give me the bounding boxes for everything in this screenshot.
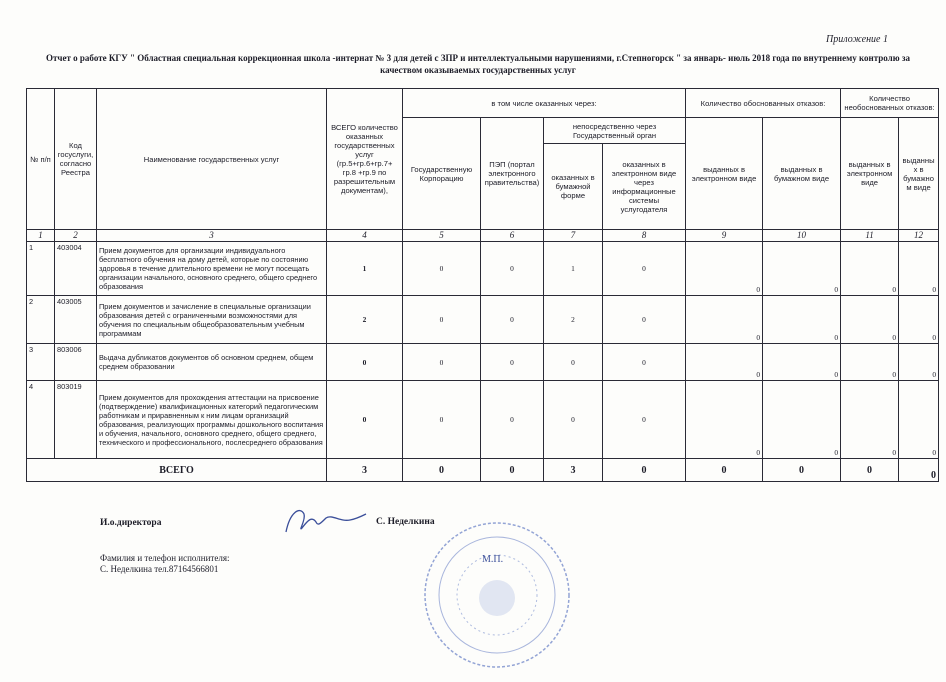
row-pep: 0 [481,296,544,344]
row-j-elec: 0 [686,344,763,381]
header-pep: ПЭП (портал электронного правительства) [481,118,544,230]
column-numbers-row [27,230,939,242]
row-total: 1 [327,242,403,296]
header-j-elec: выданных в электронном виде [686,118,763,230]
col-number: 11 [841,230,899,242]
col-number: 9 [686,230,763,242]
col-number: 3 [97,230,327,242]
table-row [27,381,939,459]
row-index: 2 [27,296,55,344]
row-pep: 0 [481,242,544,296]
stamp-emblem [479,580,515,616]
header-j-paper: выданных в бумажном виде [763,118,841,230]
col-number: 10 [763,230,841,242]
col-number: 7 [544,230,603,242]
row-u-paper: 0 [899,242,939,296]
row-corp: 0 [403,381,481,459]
header-unjustified: Количество необоснованных отказов: [841,89,939,118]
row-u-paper: 0 [899,296,939,344]
header-paper: оказанных в бумажной форме [544,144,603,230]
row-paper: 2 [544,296,603,344]
table-row [27,242,939,296]
row-code: 403004 [55,242,97,296]
col-number: 2 [55,230,97,242]
executor-value: С. Неделкина тел.87164566801 [100,564,219,574]
totals-j-elec: 0 [686,459,763,482]
row-pep: 0 [481,344,544,381]
totals-label: ВСЕГО [27,459,327,482]
totals-u-elec: 0 [841,459,899,482]
row-service-name: Прием документов для организации индивидуального бесплатного обучения на дому детей, которые по состоянию здоровья в течение длительного времени не могут посещать организации начального, основного среднего, общего среднего образования [97,242,327,296]
totals-pep: 0 [481,459,544,482]
row-j-paper: 0 [763,242,841,296]
row-j-elec: 0 [686,296,763,344]
row-index: 1 [27,242,55,296]
row-pep: 0 [481,381,544,459]
row-service-name: Прием документов для прохождения аттестации на присвоение (подтверждение) квалификационных категорий педагогическим работникам и приравненным к ним лицам организаций образования, реализующих программы дошкольного воспитания и обучения, начального, основного среднего, общего среднего, технического и профессионального, послесреднего образования [97,381,327,459]
row-corp: 0 [403,296,481,344]
row-index: 4 [27,381,55,459]
header-code: Код госуслуги, согласно Реестра [55,89,97,230]
official-stamp [422,520,572,670]
row-u-elec: 0 [841,381,899,459]
totals-paper: 3 [544,459,603,482]
header-u-elec: выданных в электронном виде [841,118,899,230]
header-total: ВСЕГО количество оказанных государственных услуг (гр.5+гр.6+гр.7+ гр.8 +гр.9 по разрешительным документам), [327,89,403,230]
col-number: 8 [603,230,686,242]
header-u-paper: выданны х в бумажно м виде [899,118,939,230]
header-direct: непосредственно через Государственный орган [544,118,686,144]
totals-j-paper: 0 [763,459,841,482]
row-total: 0 [327,381,403,459]
totals-row [27,459,939,482]
row-index: 3 [27,344,55,381]
row-code: 803006 [55,344,97,381]
row-u-elec: 0 [841,242,899,296]
col-number: 4 [327,230,403,242]
signature-image [280,502,370,542]
row-corp: 0 [403,242,481,296]
row-j-elec: 0 [686,381,763,459]
row-u-paper: 0 [899,381,939,459]
row-j-paper: 0 [763,381,841,459]
row-service-name: Выдача дубликатов документов об основном среднем, общем среднем образовании [97,344,327,381]
row-j-paper: 0 [763,344,841,381]
row-paper: 0 [544,381,603,459]
row-code: 403005 [55,296,97,344]
row-electronic: 0 [603,242,686,296]
col-number: 5 [403,230,481,242]
col-number: 1 [27,230,55,242]
signer-name: С. Неделкина [376,517,435,527]
row-total: 0 [327,344,403,381]
totals-electronic: 0 [603,459,686,482]
row-j-elec: 0 [686,242,763,296]
table-row [27,296,939,344]
report-table [26,88,939,482]
totals-u-paper: 0 [899,459,939,482]
report-title: Отчет о работе КГУ " Областная специальная коррекционная школа -интернат № 3 для детей с ЗПР и интеллектуальными нарушениями, г.Степногорск " за январь- июль 2018 года по внутреннему контролю за качеством оказываемых государственных услуг [46,53,910,75]
table-row [27,344,939,381]
row-code: 803019 [55,381,97,459]
header-num: № п/п [27,89,55,230]
row-total: 2 [327,296,403,344]
col-number: 6 [481,230,544,242]
totals-corp: 0 [403,459,481,482]
row-electronic: 0 [603,344,686,381]
appendix-label: Приложение 1 [826,34,888,45]
stamp-label: М.П. [482,554,504,565]
signature-stroke [286,511,366,532]
row-corp: 0 [403,344,481,381]
row-u-elec: 0 [841,296,899,344]
header-corp: Государственную Корпорацию [403,118,481,230]
executor-block [100,553,230,575]
header-through: в том числе оказанных через: [403,89,686,118]
row-service-name: Прием документов и зачисление в специальные организации образования детей с ограниченными возможностями для обучения по специальным общеобразовательным учебным программам [97,296,327,344]
row-u-elec: 0 [841,344,899,381]
row-electronic: 0 [603,296,686,344]
signer-role: И.о.директора [100,518,162,528]
col-number: 12 [899,230,939,242]
header-electronic: оказанных в электронном виде через информационные системы услугодателя [603,144,686,230]
row-j-paper: 0 [763,296,841,344]
totals-total: 3 [327,459,403,482]
row-u-paper: 0 [899,344,939,381]
header-name: Наименование государственных услуг [97,89,327,230]
row-paper: 0 [544,344,603,381]
header-justified: Количество обоснованных отказов: [686,89,841,118]
executor-label: Фамилия и телефон исполнителя: [100,553,230,563]
row-paper: 1 [544,242,603,296]
row-electronic: 0 [603,381,686,459]
